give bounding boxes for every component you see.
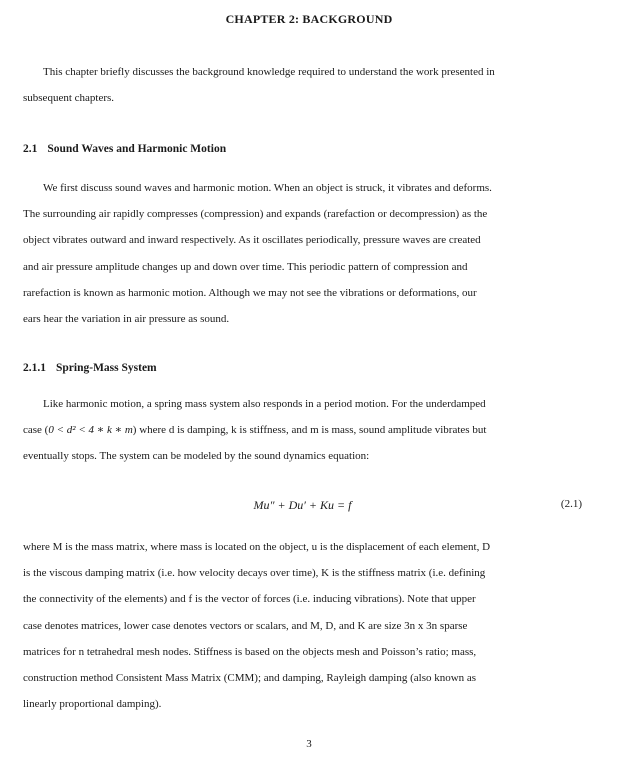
paragraph-line-pre: case ( [23,424,49,437]
paragraph-line: ears hear the variation in air pressure as sound. [23,313,230,326]
equation-2-1 [0,498,618,518]
intro-line-2: subsequent chapters. [23,92,115,105]
inequality-math: 0 < d² < 4 ∗ k ∗ m [48,424,133,437]
section-2-1-paragraph [23,175,585,332]
paragraph-line: eventually stops. The system can be modeled by the sound dynamics equation: [23,450,370,463]
paragraph-line: where M is the mass matrix, where mass is located on the object, u is the displacement of each element, D [23,541,491,553]
equation-number: (2.1) [560,498,582,510]
section-number: 2.1.1 [23,362,46,374]
paragraph-line: construction method Consistent Mass Matrix (CMM); and damping, Rayleigh damping (also known as [23,672,477,685]
paragraph-line: and air pressure amplitude changes up and down over time. This periodic pattern of compression and [23,260,468,273]
section-title: Sound Waves and Harmonic Motion [47,143,227,155]
paragraph-line: case denotes matrices, lower case denotes vectors or scalars, and M, D, and K are size 3n x 3n sparse [23,619,468,632]
paragraph-line: object vibrates outward and inward respectively. As it oscillates periodically, pressure waves are created [23,234,481,247]
paragraph-line-post: ) where d is damping, k is stiffness, and m is mass, sound amplitude vibrates but [132,424,487,437]
equation-body: Mu″ + Du′ + Ku = f [253,498,352,512]
section-title: Spring-Mass System [56,362,157,374]
paragraph-line: We first discuss sound waves and harmonic motion. When an object is struck, it vibrates and deforms. [43,182,492,194]
section-2-1-1-paragraph [23,391,585,470]
paragraph-line: is the viscous damping matrix (i.e. how velocity decays over time), K is the stiffness matrix (i.e. defining [23,567,486,580]
paragraph-line: Like harmonic motion, a spring mass system also responds in a period motion. For the underdamped [43,398,486,410]
intro-line-1: This chapter briefly discusses the background knowledge required to understand the work presented in [43,66,495,78]
page-number: 3 [306,738,312,750]
section-heading-2-1-1 [23,362,157,374]
equation-explanation-paragraph [23,534,585,717]
chapter-title: CHAPTER 2: BACKGROUND [225,12,393,26]
intro-paragraph [23,59,585,111]
paragraph-line: the connectivity of the elements) and f is the vector of forces (i.e. inducing vibrations). Note that upper [23,593,476,606]
paragraph-line: The surrounding air rapidly compresses (compression) and expands (rarefaction or decompression) as the [23,208,488,221]
paragraph-line: rarefaction is known as harmonic motion. Although we may not see the vibrations or deformations, our [23,286,477,299]
section-heading-2-1 [23,143,226,155]
paragraph-line: linearly proportional damping). [23,698,162,711]
paragraph-line: matrices for n tetrahedral mesh nodes. Stiffness is based on the objects mesh and Poisson’s ratio; mass, [23,645,477,658]
section-number: 2.1 [23,143,38,155]
